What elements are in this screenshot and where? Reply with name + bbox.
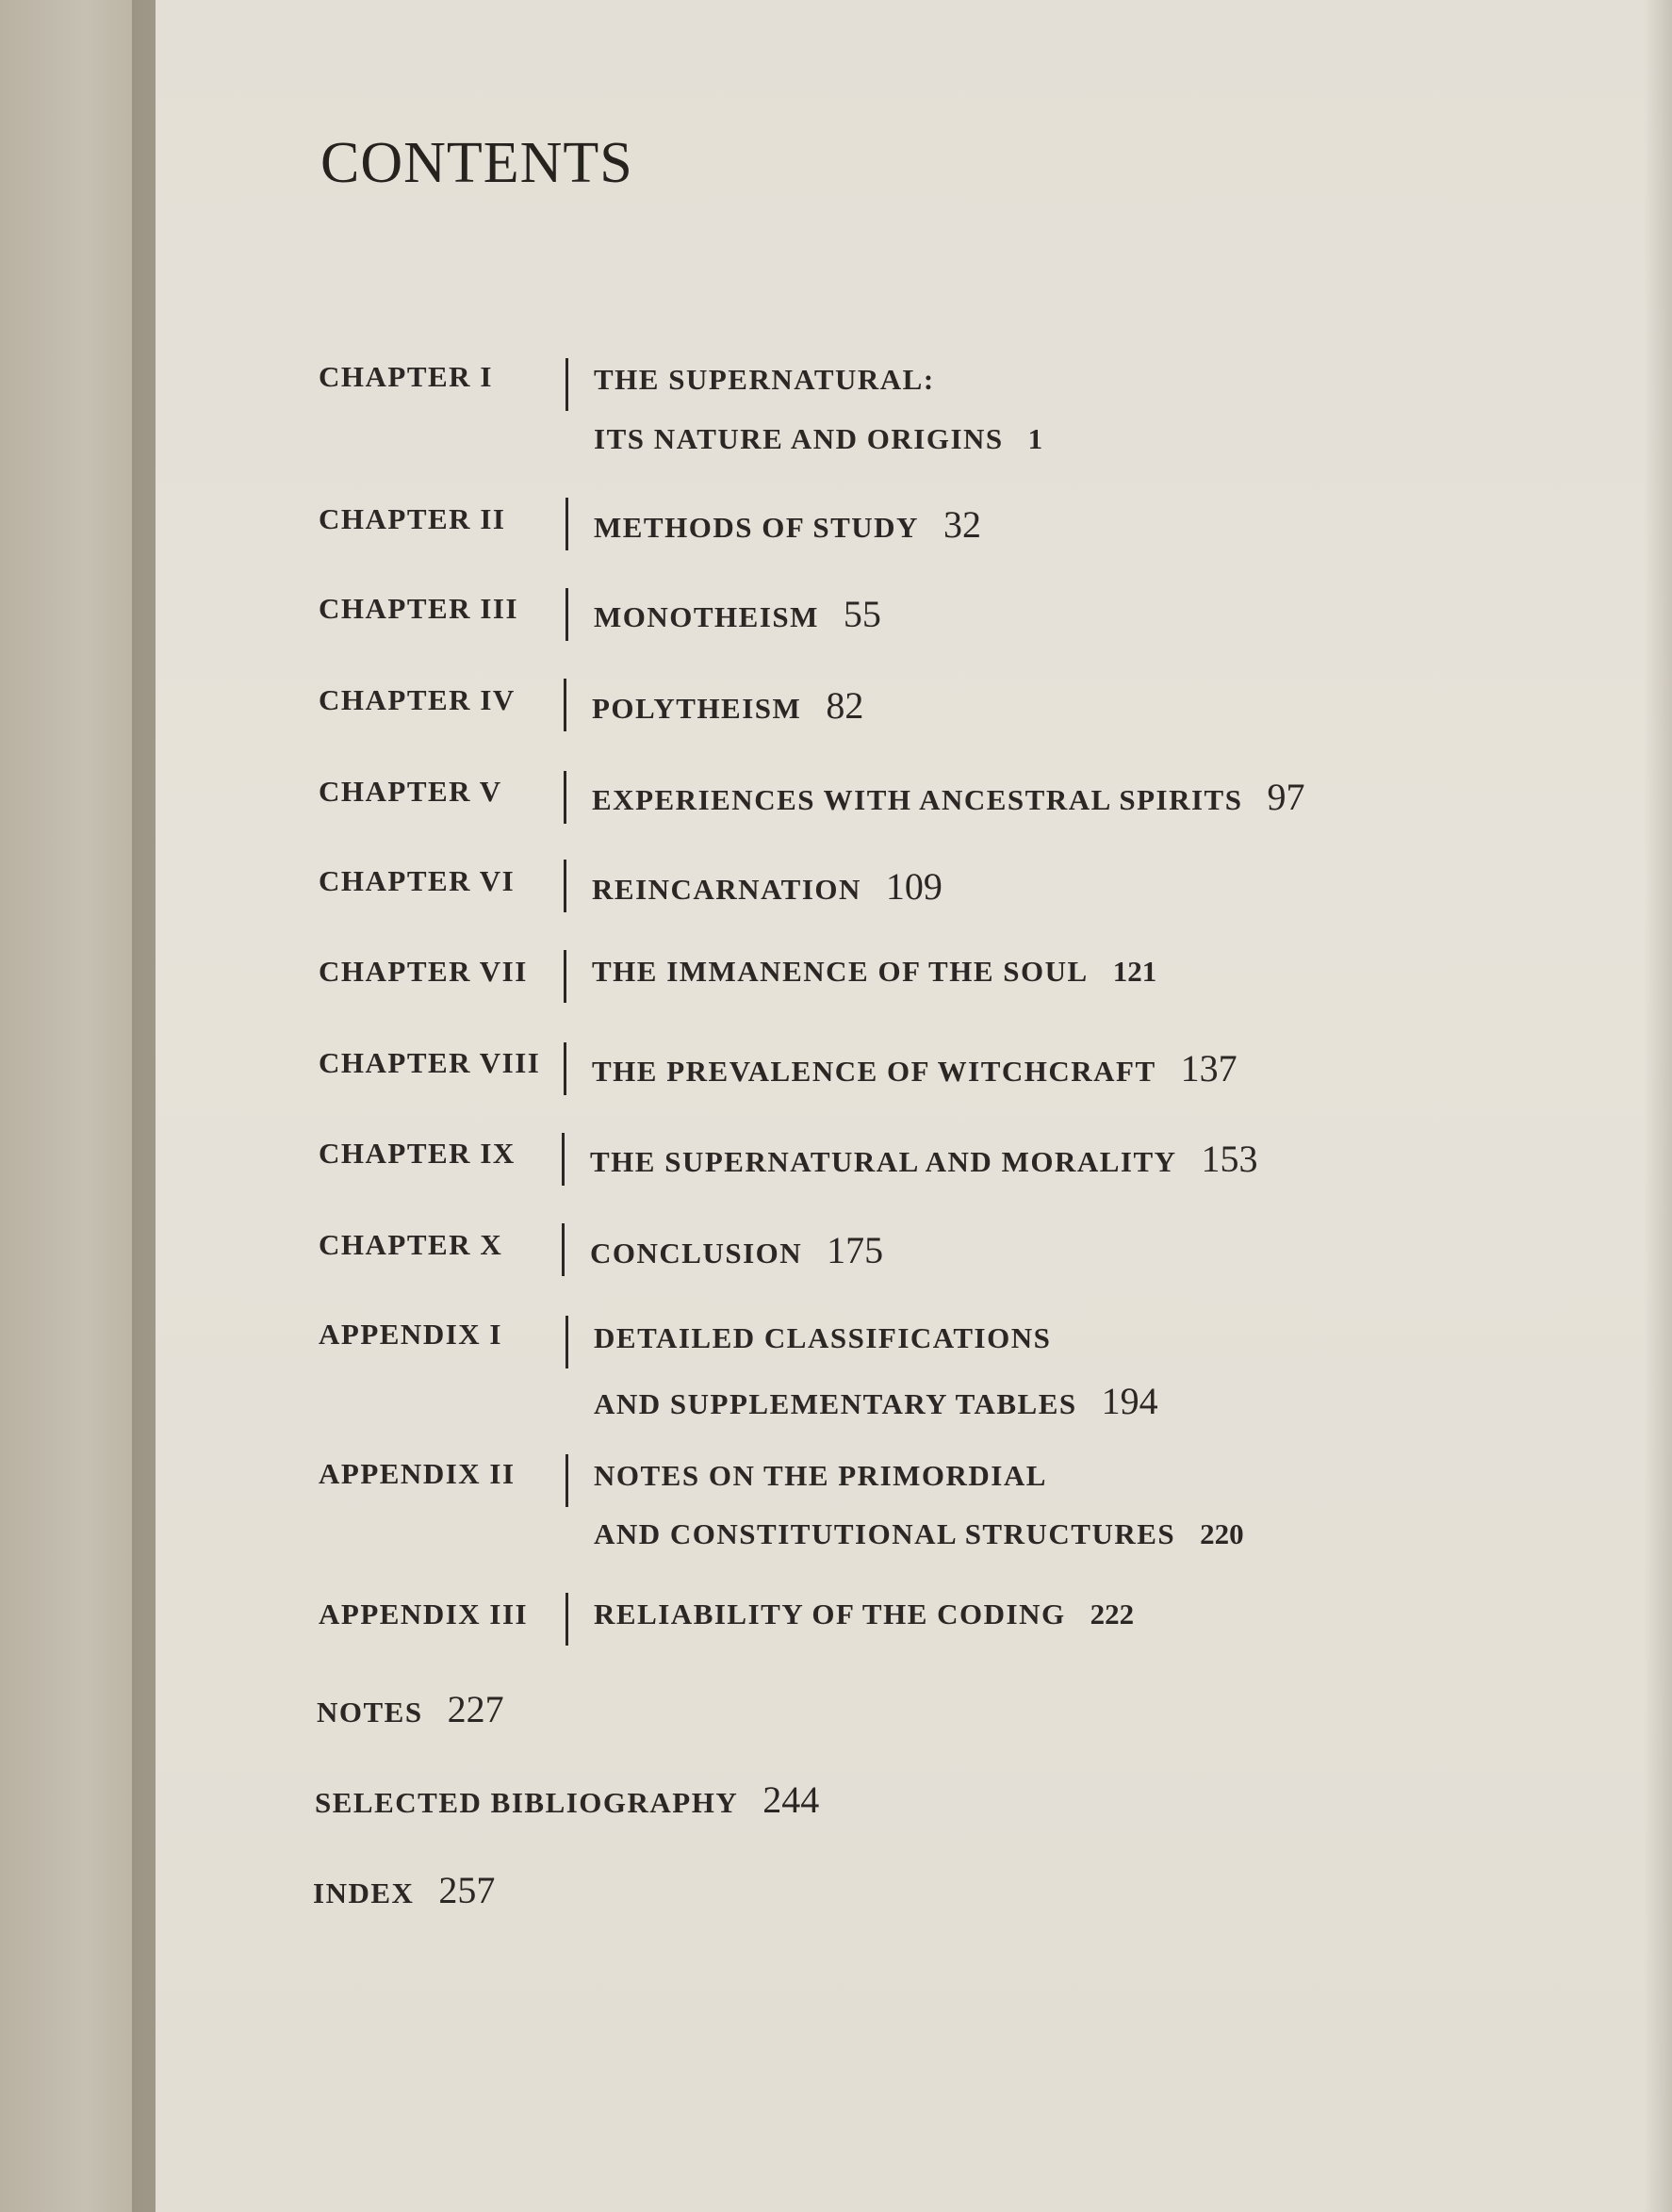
toc-entry-page: 121 [1112, 955, 1157, 988]
toc-entry-page: 109 [885, 865, 943, 908]
toc-separator [564, 1042, 566, 1095]
toc-entry-title: EXPERIENCES WITH ANCESTRAL SPIRITS 97 [592, 776, 1305, 818]
toc-entry-title: REINCARNATION 109 [592, 865, 943, 908]
toc-entry-page: 227 [447, 1688, 504, 1730]
toc-separator [562, 1223, 565, 1276]
toc-entry-title: MONOTHEISM 55 [594, 593, 881, 635]
toc-separator [562, 1133, 565, 1186]
toc-separator [564, 860, 566, 912]
toc-separator [566, 1454, 568, 1507]
back-matter-bibliography: SELECTED BIBLIOGRAPHY 244 [315, 1778, 820, 1821]
toc-entry-page: 194 [1101, 1380, 1158, 1422]
toc-entry-label: CHAPTER IX [319, 1137, 516, 1170]
toc-separator [564, 950, 566, 1003]
toc-separator [564, 679, 566, 731]
toc-entry-title-line2: AND CONSTITUTIONAL STRUCTURES 220 [594, 1517, 1244, 1550]
toc-entry-label: APPENDIX I [319, 1318, 502, 1351]
toc-separator [566, 1593, 568, 1646]
toc-entry-title: METHODS OF STUDY 32 [594, 503, 981, 546]
toc-entry-label: CHAPTER VII [319, 955, 528, 988]
toc-entry-page: 175 [827, 1229, 884, 1271]
page-title: CONTENTS [320, 131, 633, 195]
page-edge-shade [1644, 0, 1672, 2212]
toc-entry-title: THE PREVALENCE OF WITCHCRAFT 137 [592, 1047, 1238, 1090]
toc-entry-title: POLYTHEISM 82 [592, 684, 864, 727]
toc-entry-label: APPENDIX II [319, 1457, 516, 1490]
toc-entry-page: 55 [843, 593, 881, 635]
toc-entry-title: NOTES ON THE PRIMORDIAL [594, 1459, 1047, 1492]
toc-separator [566, 588, 568, 641]
toc-separator [566, 498, 568, 550]
toc-entry-title: RELIABILITY OF THE CODING 222 [594, 1598, 1135, 1630]
toc-entry-page: 1 [1027, 422, 1043, 455]
toc-entry-label: CHAPTER III [319, 592, 519, 625]
toc-entry-title: CONCLUSION 175 [590, 1229, 884, 1271]
toc-entry-label: CHAPTER I [319, 360, 493, 393]
back-matter-notes: NOTES 227 [317, 1688, 504, 1730]
toc-entry-page: 153 [1201, 1138, 1258, 1180]
toc-separator [566, 1316, 568, 1368]
toc-entry-title: THE SUPERNATURAL AND MORALITY 153 [590, 1138, 1258, 1180]
toc-entry-label: CHAPTER VIII [319, 1046, 541, 1079]
toc-separator [566, 358, 568, 411]
toc-entry-label: APPENDIX III [319, 1598, 529, 1630]
toc-entry-page: 137 [1180, 1047, 1238, 1090]
toc-entry-title: THE SUPERNATURAL: [594, 363, 935, 396]
toc-entry-title-line2: AND SUPPLEMENTARY TABLES 194 [594, 1380, 1158, 1422]
toc-separator [564, 771, 566, 824]
toc-entry-label: CHAPTER II [319, 502, 506, 535]
toc-entry-label: CHAPTER IV [319, 683, 516, 716]
toc-entry-label: CHAPTER VI [319, 864, 516, 897]
toc-entry-title-line2: ITS NATURE AND ORIGINS 1 [594, 422, 1043, 455]
toc-entry-page: 32 [943, 503, 981, 546]
toc-entry-label: CHAPTER X [319, 1228, 503, 1261]
toc-entry-page: 97 [1267, 776, 1305, 818]
toc-entry-page: 82 [826, 684, 864, 727]
toc-entry-page: 244 [762, 1778, 820, 1821]
back-matter-index: INDEX 257 [313, 1869, 496, 1911]
toc-entry-page: 257 [438, 1869, 496, 1911]
toc-entry-title: DETAILED CLASSIFICATIONS [594, 1321, 1052, 1354]
toc-entry-title: THE IMMANENCE OF THE SOUL 121 [592, 955, 1157, 988]
toc-entry-label: CHAPTER V [319, 775, 502, 808]
toc-entry-page: 220 [1200, 1517, 1244, 1550]
toc-entry-page: 222 [1090, 1598, 1135, 1630]
